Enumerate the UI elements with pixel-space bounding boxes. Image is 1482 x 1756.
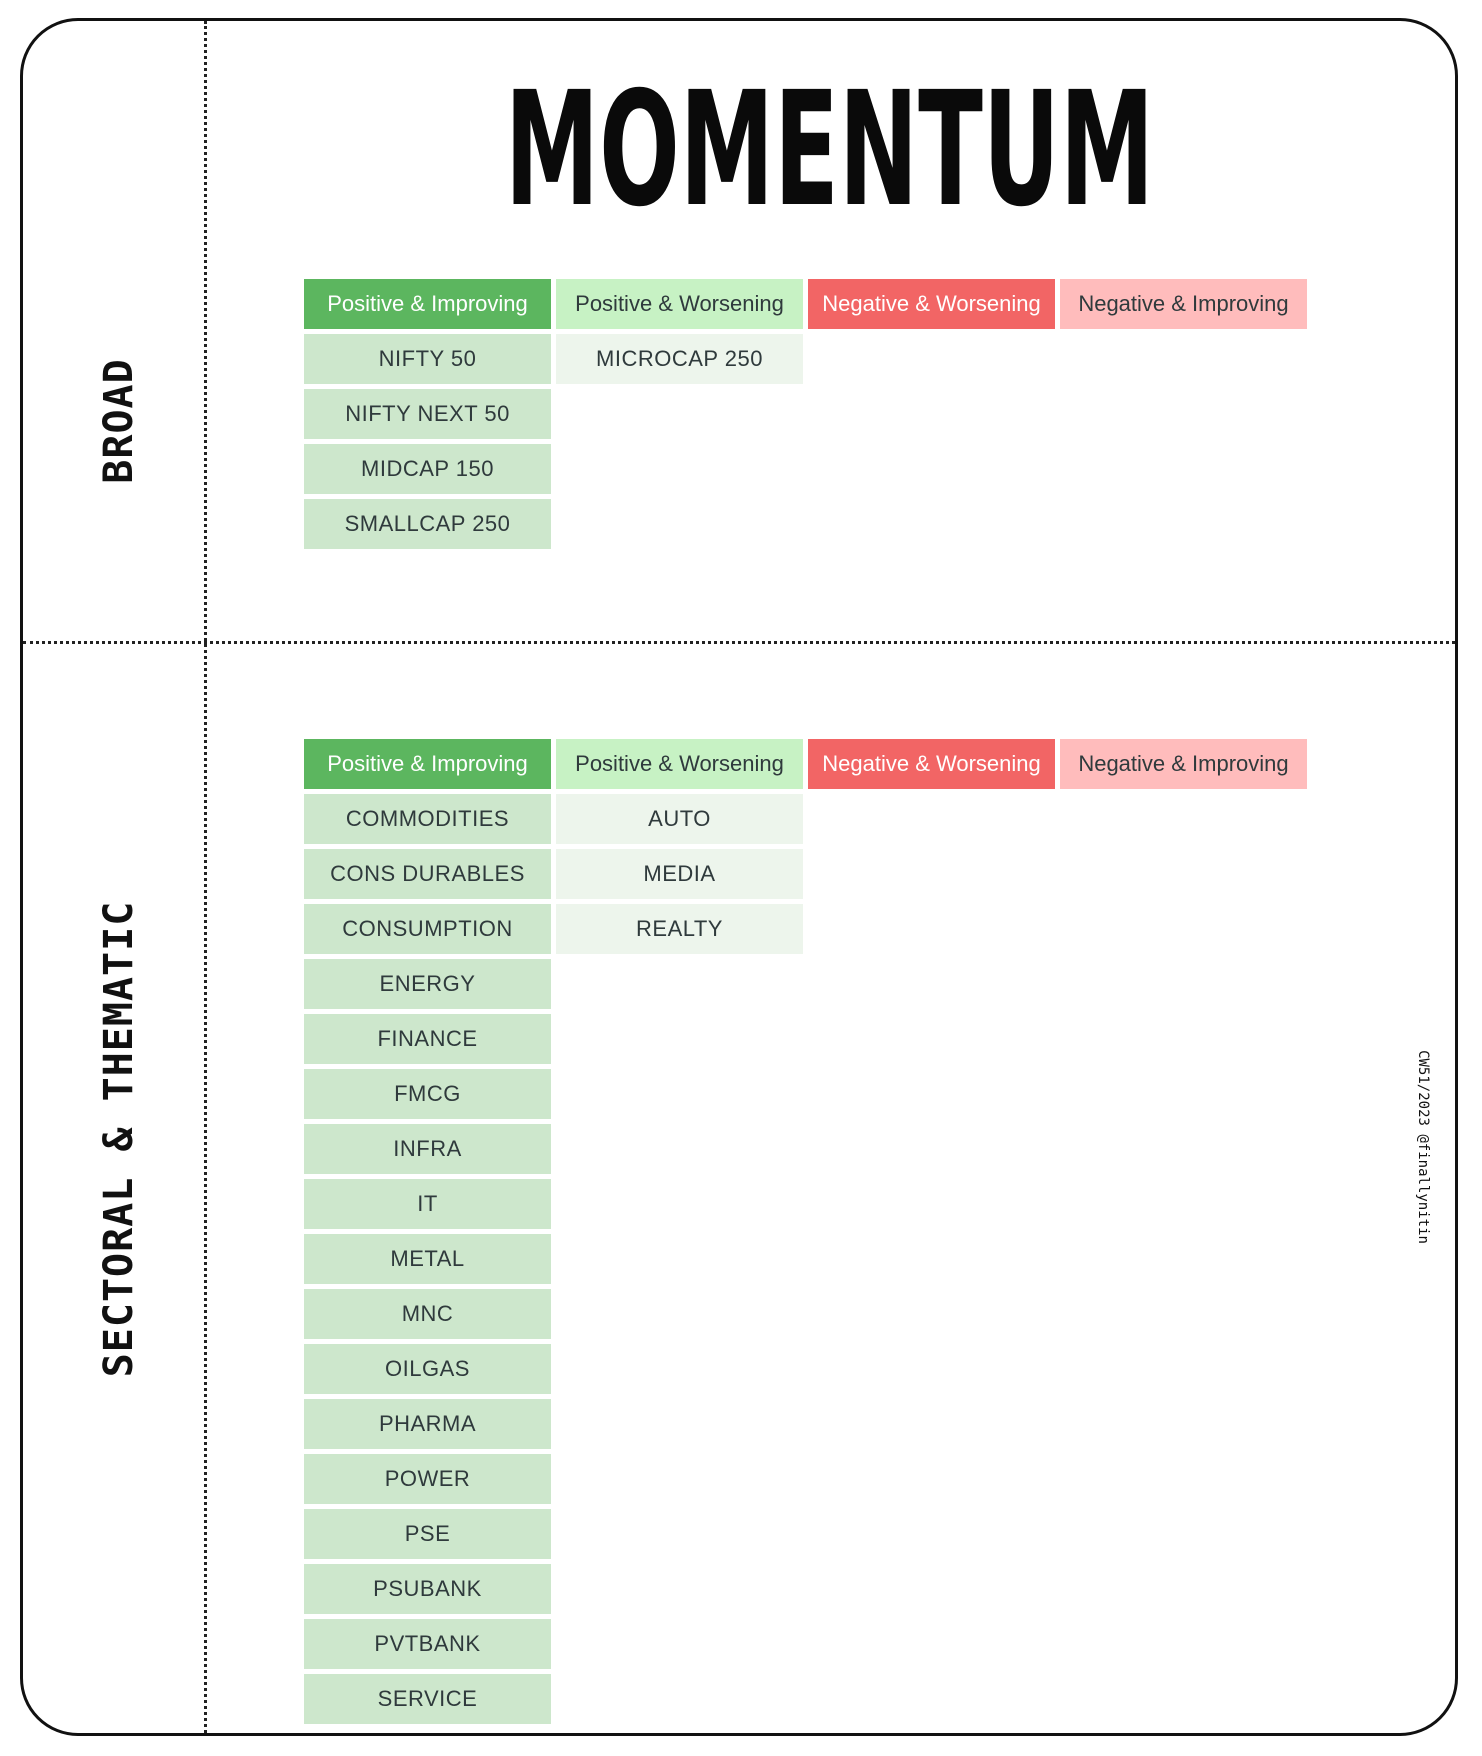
column-negative-improving xyxy=(1060,279,1307,549)
index-cell: PVTBANK xyxy=(304,1619,551,1669)
section-label-sectoral: SECTORAL & THEMATIC xyxy=(96,900,142,1378)
index-cell: INFRA xyxy=(304,1124,551,1174)
index-cell: MEDIA xyxy=(556,849,803,899)
vertical-divider xyxy=(204,21,207,1733)
index-cell: POWER xyxy=(304,1454,551,1504)
index-cell: NIFTY NEXT 50 xyxy=(304,389,551,439)
index-cell: COMMODITIES xyxy=(304,794,551,844)
index-cell: MIDCAP 150 xyxy=(304,444,551,494)
column-positive-worsening xyxy=(556,739,803,1724)
index-cell: NIFTY 50 xyxy=(304,334,551,384)
sectoral-grid xyxy=(304,739,1307,1724)
index-cell: CONS DURABLES xyxy=(304,849,551,899)
column-header-positive-improving: Positive & Improving xyxy=(304,739,551,789)
column-positive-improving xyxy=(304,739,551,1724)
column-header-negative-improving: Negative & Improving xyxy=(1060,279,1307,329)
column-header-negative-worsening: Negative & Worsening xyxy=(808,279,1055,329)
index-cell: PHARMA xyxy=(304,1399,551,1449)
column-header-positive-worsening: Positive & Worsening xyxy=(556,739,803,789)
index-cell: AUTO xyxy=(556,794,803,844)
index-cell: REALTY xyxy=(556,904,803,954)
index-cell: ENERGY xyxy=(304,959,551,1009)
index-cell: PSE xyxy=(304,1509,551,1559)
column-negative-improving xyxy=(1060,739,1307,1724)
index-cell: FINANCE xyxy=(304,1014,551,1064)
column-negative-worsening xyxy=(808,279,1055,549)
page-title: MOMENTUM xyxy=(504,58,1155,242)
momentum-board xyxy=(20,18,1458,1736)
column-positive-improving xyxy=(304,279,551,549)
column-header-positive-worsening: Positive & Worsening xyxy=(556,279,803,329)
column-negative-worsening xyxy=(808,739,1055,1724)
section-label-broad: BROAD xyxy=(96,358,142,484)
column-header-positive-improving: Positive & Improving xyxy=(304,279,551,329)
index-cell: OILGAS xyxy=(304,1344,551,1394)
index-cell: FMCG xyxy=(304,1069,551,1119)
index-cell: SMALLCAP 250 xyxy=(304,499,551,549)
column-positive-worsening xyxy=(556,279,803,549)
broad-grid xyxy=(304,279,1307,549)
index-cell: IT xyxy=(304,1179,551,1229)
column-header-negative-improving: Negative & Improving xyxy=(1060,739,1307,789)
index-cell: CONSUMPTION xyxy=(304,904,551,954)
column-header-negative-worsening: Negative & Worsening xyxy=(808,739,1055,789)
index-cell: METAL xyxy=(304,1234,551,1284)
credit-text: CW51/2023 @finallynitin xyxy=(1415,1050,1431,1244)
index-cell: SERVICE xyxy=(304,1674,551,1724)
index-cell: MNC xyxy=(304,1289,551,1339)
index-cell: PSUBANK xyxy=(304,1564,551,1614)
horizontal-divider xyxy=(23,641,1455,644)
index-cell: MICROCAP 250 xyxy=(556,334,803,384)
